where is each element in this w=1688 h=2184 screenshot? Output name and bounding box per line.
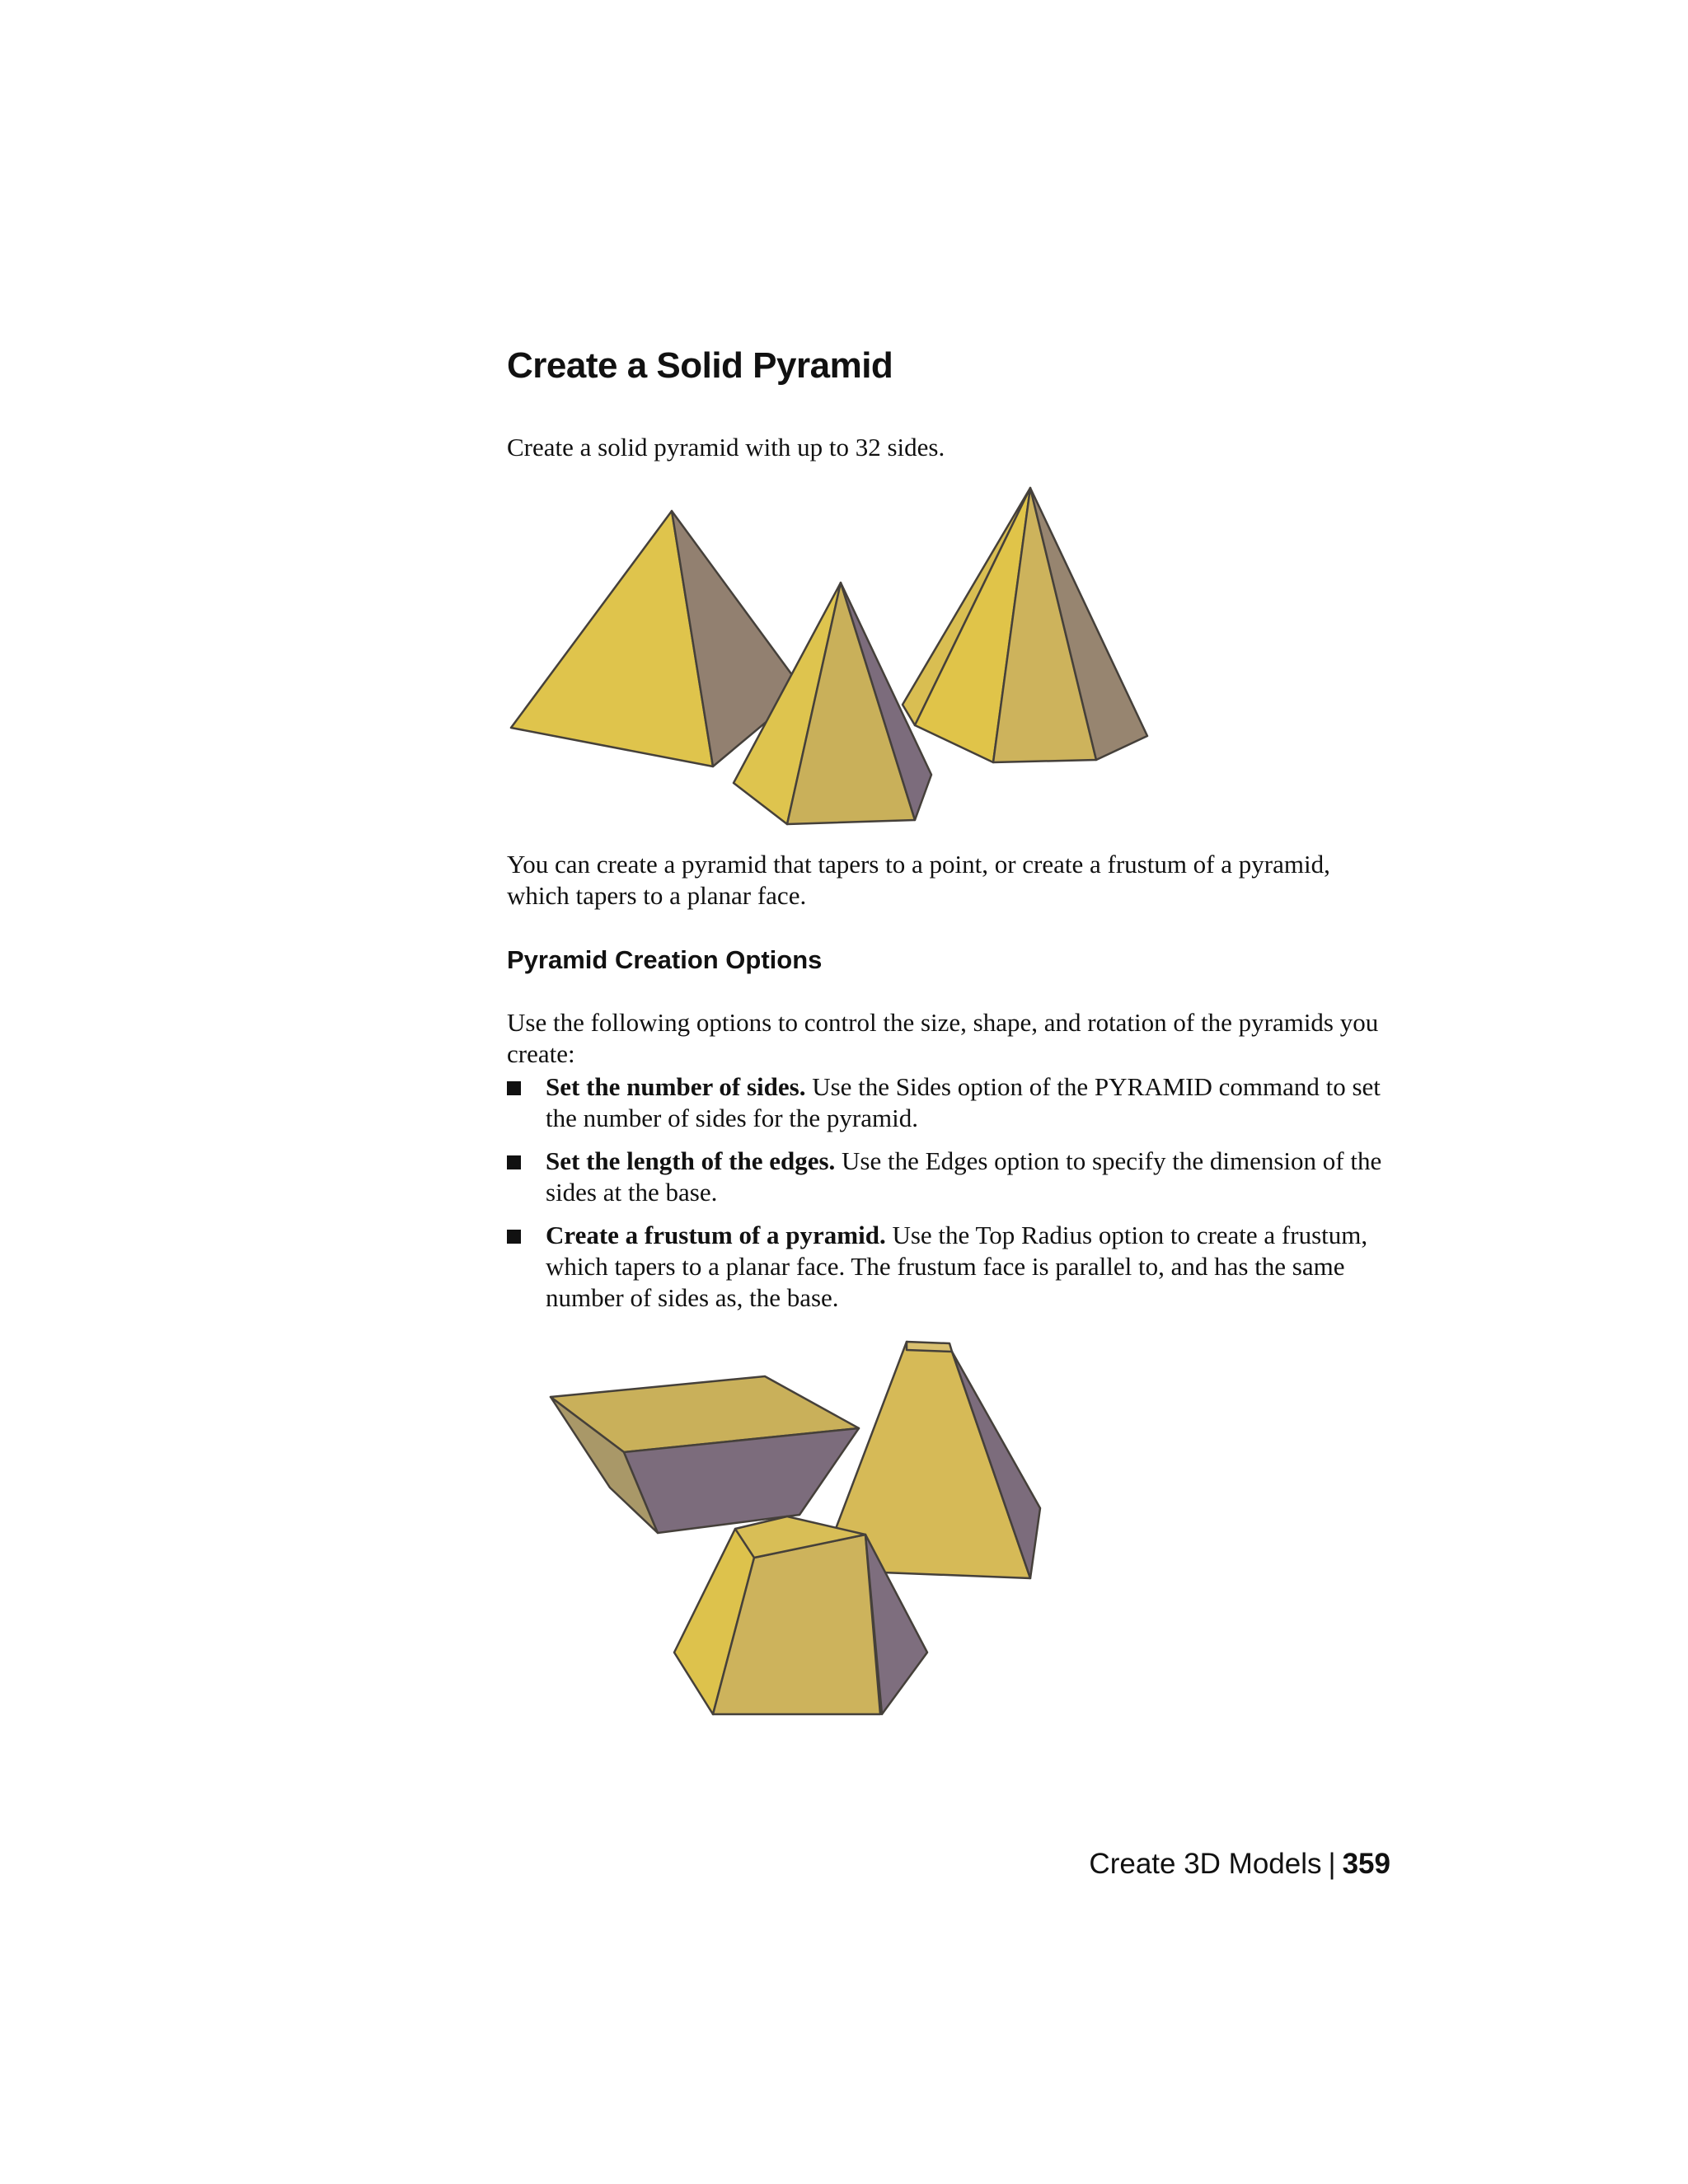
option-edges-item bbox=[507, 1146, 1405, 1208]
footer-section-title: Create 3D Models bbox=[1089, 1848, 1322, 1880]
bullet-square-icon bbox=[507, 1155, 521, 1169]
option-edges-text: Use the Edges option to specify the dimension of the sides at the base. bbox=[546, 1146, 1382, 1207]
frustum-2-top-face bbox=[907, 1342, 952, 1352]
bullet-square-icon bbox=[507, 1230, 521, 1244]
bullet-square-icon bbox=[507, 1081, 521, 1095]
option-sides-title: Set the number of sides. bbox=[546, 1072, 806, 1101]
option-sides-item bbox=[507, 1071, 1405, 1134]
intro-paragraph: Create a solid pyramid with up to 32 sides. bbox=[507, 433, 945, 462]
page-title: Create a Solid Pyramid bbox=[507, 345, 893, 386]
options-lead-paragraph: Use the following options to control the size, shape, and rotation of the pyramids you create: bbox=[507, 1008, 1379, 1068]
option-frustum-text: Use the Top Radius option to create a frustum, which tapers to a planar face. The frustum face is parallel to, and has the same number of sides as, the base. bbox=[546, 1221, 1368, 1312]
page-number: 359 bbox=[1342, 1848, 1390, 1880]
pyramids-illustration bbox=[495, 478, 1170, 832]
option-sides-text: Use the Sides option of the PYRAMID command to set the number of sides for the pyramid. bbox=[546, 1072, 1381, 1132]
options-list bbox=[507, 1071, 1405, 1325]
option-frustum-item bbox=[507, 1220, 1405, 1314]
frustums-illustration bbox=[536, 1335, 1047, 1727]
page-footer bbox=[1089, 1848, 1390, 1881]
option-edges-title: Set the length of the edges. bbox=[546, 1146, 836, 1175]
frustum-paragraph: You can create a pyramid that tapers to a point, or create a frustum of a pyramid, which tapers to a planar face. bbox=[507, 850, 1330, 910]
option-frustum-title: Create a frustum of a pyramid. bbox=[546, 1221, 886, 1249]
footer-separator: | bbox=[1328, 1848, 1336, 1880]
options-heading: Pyramid Creation Options bbox=[507, 945, 823, 974]
